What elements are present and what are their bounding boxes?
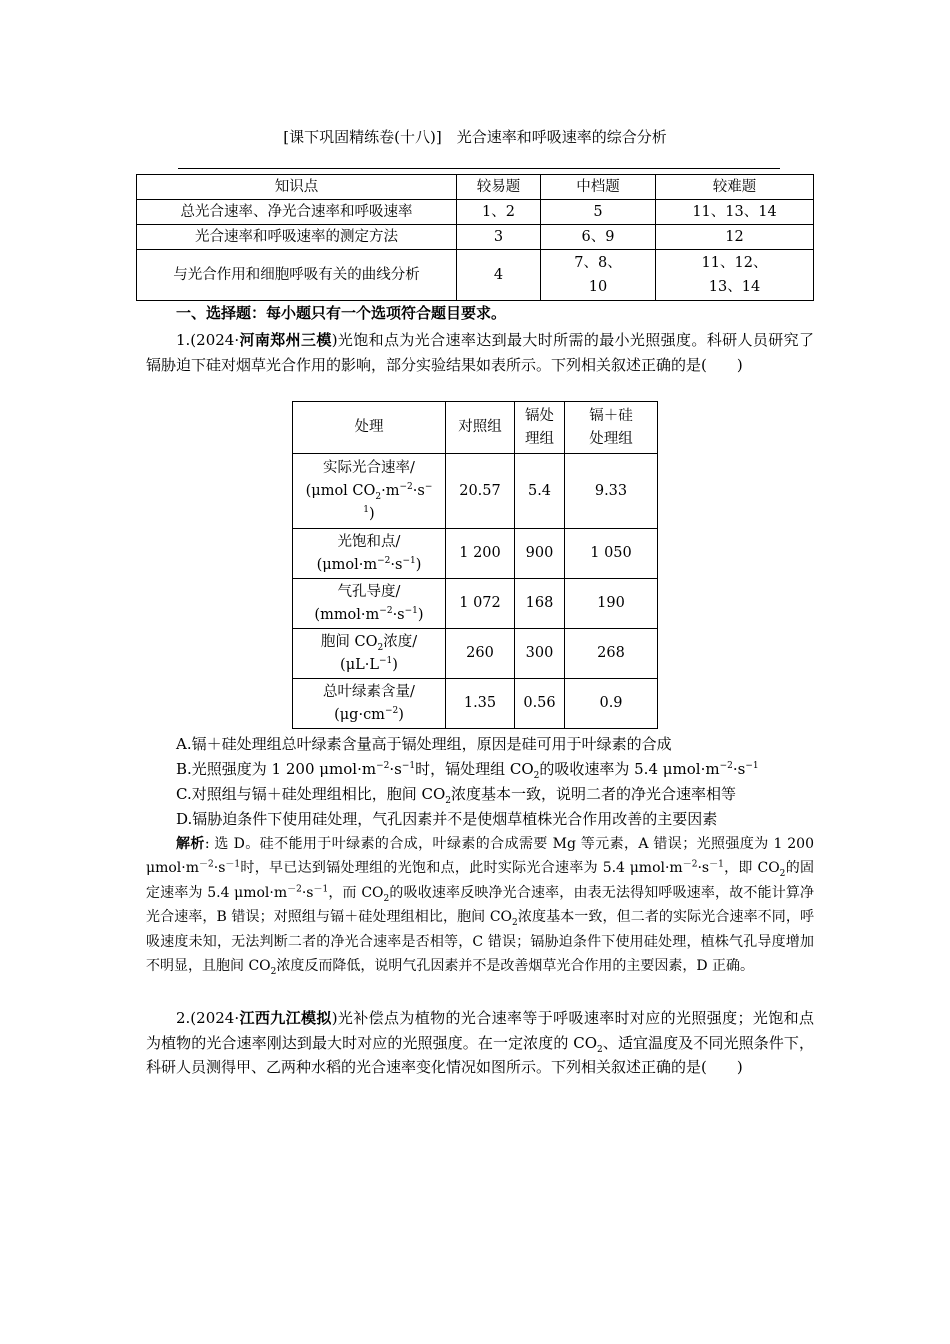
q1-source: 河南郑州三模 bbox=[239, 331, 332, 349]
table-cell bbox=[293, 579, 446, 629]
cell-line: (μg·cm bbox=[334, 706, 385, 723]
cell-line: 镉处 bbox=[525, 407, 554, 424]
superscript: −2 bbox=[384, 705, 399, 716]
table-cell: 1.35 bbox=[446, 679, 515, 729]
subscript: 2 bbox=[779, 869, 786, 880]
text-part: ·s bbox=[732, 760, 746, 778]
cell-line: 实际光合速率/ bbox=[323, 459, 415, 476]
table-row bbox=[293, 629, 658, 679]
table-cell: 168 bbox=[515, 579, 565, 629]
table-cell: 1 200 bbox=[446, 529, 515, 579]
subscript: 2 bbox=[270, 966, 277, 977]
text-part: 浓度反而降低，说明气孔因素并不是改善烟草光合作用的主要因素，D 正确。 bbox=[276, 958, 755, 975]
text-part: 的固定速率为 5.4 μmol·m bbox=[146, 860, 815, 901]
cell-line: 13、14 bbox=[708, 279, 761, 295]
superscript: －1 bbox=[225, 859, 241, 870]
cell-line: 气孔导度/ bbox=[337, 583, 401, 600]
cell-line: 7、8、 bbox=[574, 255, 622, 271]
text-part: C.对照组与镉＋硅处理组相比，胞间 CO bbox=[176, 785, 446, 803]
knowledge-table bbox=[136, 174, 814, 301]
question-2-stem bbox=[146, 1006, 814, 1080]
text-part: ，即 CO bbox=[723, 860, 780, 877]
text-part: 、适宜温度及不同光照条件下，科研人员测得甲、乙两种水稻的光合速率变化情况如图所示。下列相关叙述正确的是( ) bbox=[146, 1033, 814, 1076]
section-heading: 一、选择题：每小题只有一个选项符合题目要求。 bbox=[176, 304, 507, 322]
table-row bbox=[137, 225, 814, 250]
superscript: −2 bbox=[399, 481, 413, 492]
unit-part: 浓度/ bbox=[383, 633, 418, 650]
unit-part: ) bbox=[415, 556, 422, 573]
table-cell: 268 bbox=[565, 629, 658, 679]
subscript: 2 bbox=[375, 491, 382, 502]
answer-label: 解析 bbox=[176, 836, 205, 852]
table-cell bbox=[656, 250, 814, 301]
table-cell: 0.9 bbox=[565, 679, 658, 729]
unit-part: ) bbox=[417, 606, 424, 623]
text-part: ·s bbox=[213, 860, 226, 877]
table-cell: 3 bbox=[457, 225, 541, 250]
text-part: 浓度基本一致，说明二者的净光合速率相等 bbox=[451, 785, 737, 803]
experiment-table bbox=[292, 401, 658, 729]
superscript: －2 bbox=[682, 859, 698, 870]
text-part: 光补偿点为植物的光合速率等于呼吸速率时对应的光照强度；光饱和点为植物的光合速率刚达到最大时对应的光照强度。在一定浓度的 CO bbox=[146, 1009, 814, 1052]
answer-analysis bbox=[146, 832, 814, 978]
cell-line: (mmol·m bbox=[314, 606, 380, 623]
text-part: 的吸收速率为 5.4 μmol·m bbox=[539, 760, 720, 778]
option-c bbox=[176, 782, 816, 807]
header-cell: 较易题 bbox=[457, 175, 541, 200]
text-part: : 选 D。硅不能用于叶绿素的合成，叶绿素的合成需要 Mg 等元素，A 错误；光照强度为 1 200 μmol·m bbox=[146, 836, 814, 877]
superscript: －2 bbox=[287, 884, 302, 895]
table-cell: 1 072 bbox=[446, 579, 515, 629]
cell-line: 10 bbox=[588, 279, 608, 295]
superscript: －1 bbox=[313, 884, 329, 895]
subscript: 2 bbox=[512, 918, 518, 929]
table-header-row bbox=[293, 402, 658, 454]
table-cell: 260 bbox=[446, 629, 515, 679]
table-row bbox=[137, 200, 814, 225]
subscript: 2 bbox=[597, 1044, 603, 1055]
table-row bbox=[293, 579, 658, 629]
text-part: 浓度基本一致，但二者的实际光合速率不同，呼吸速度未知，无法判断二者的净光合速率是否相等，C 错误；镉胁迫条件下使用硅处理，植株气孔导度增加不明显，且胞间 CO bbox=[146, 909, 814, 975]
text-part: B.光照强度为 1 200 μmol·m bbox=[176, 760, 377, 778]
superscript: −1 bbox=[745, 761, 759, 771]
table-cell: 5 bbox=[541, 200, 656, 225]
table-row bbox=[137, 250, 814, 301]
subscript: 2 bbox=[533, 771, 540, 781]
table-row bbox=[293, 454, 658, 529]
header-cell: 较难题 bbox=[656, 175, 814, 200]
table-cell bbox=[293, 629, 446, 679]
unit-part: ) bbox=[369, 505, 375, 522]
header-cell: 对照组 bbox=[446, 402, 515, 454]
cell-line: 胞间 CO bbox=[320, 633, 378, 650]
superscript: －1 bbox=[709, 859, 724, 870]
table-header-row bbox=[137, 175, 814, 200]
table-cell bbox=[293, 529, 446, 579]
q2-source: 江西九江模拟 bbox=[239, 1009, 332, 1027]
subscript: 2 bbox=[383, 893, 390, 904]
superscript: −1 bbox=[401, 761, 416, 771]
q2-number: 2.(2024· bbox=[176, 1009, 240, 1027]
unit-part: ·s bbox=[392, 606, 405, 623]
table-cell bbox=[293, 679, 446, 729]
table-row bbox=[293, 679, 658, 729]
superscript: −2 bbox=[377, 555, 391, 566]
subscript: 2 bbox=[445, 796, 451, 806]
table-row bbox=[293, 529, 658, 579]
table-cell: 0.56 bbox=[515, 679, 565, 729]
text-part: 的吸收速率反映净光合速率，由表无法得知呼吸速率，故不能计算净光合速率，B 错误；对照组与镉＋硅处理组相比，胞间 CO bbox=[146, 884, 815, 926]
table-cell: 4 bbox=[457, 250, 541, 301]
table-cell: 1 050 bbox=[565, 529, 658, 579]
table-cell: 900 bbox=[515, 529, 565, 579]
header-cell bbox=[565, 402, 658, 454]
option-d: D.镉胁迫条件下使用硅处理，气孔因素并不是使烟草植株光合作用改善的主要因素 bbox=[176, 810, 718, 828]
superscript: 1 bbox=[363, 504, 370, 515]
text-part: ·s bbox=[697, 860, 710, 877]
table-cell: 与光合作用和细胞呼吸有关的曲线分析 bbox=[137, 250, 457, 301]
text-part: 时，早已达到镉处理组的光饱和点，此时实际光合速率为 5.4 μmol·m bbox=[240, 860, 683, 877]
q1-number: 1.(2024· bbox=[176, 331, 240, 349]
unit-part: ·m bbox=[381, 482, 400, 499]
superscript: −2 bbox=[376, 761, 390, 771]
superscript: −2 bbox=[719, 761, 733, 771]
q2-close: ) bbox=[331, 1009, 338, 1027]
table-cell: 11、13、14 bbox=[656, 200, 814, 225]
page-title: [课下巩固精练卷(十八)] 光合速率和呼吸速率的综合分析 bbox=[283, 128, 667, 146]
text-part: ，而 CO bbox=[328, 884, 384, 901]
q1-stem-text: 光饱和点为光合速率达到最大时所需的最小光照强度。科研人员研究了镉胁迫下硅对烟草光合作用的影响，部分实验结果如表所示。下列相关叙述正确的是( ) bbox=[146, 331, 814, 374]
superscript: −1 bbox=[379, 655, 393, 666]
unit-part: ) bbox=[392, 656, 398, 673]
option-a: A.镉＋硅处理组总叶绿素含量高于镉处理组，原因是硅可用于叶绿素的合成 bbox=[176, 735, 672, 753]
table-cell: 总光合速率、净光合速率和呼吸速率 bbox=[137, 200, 457, 225]
unit-part: ·s bbox=[390, 556, 403, 573]
superscript: －2 bbox=[199, 859, 214, 870]
title-rule bbox=[178, 168, 780, 169]
text-part: ·s bbox=[301, 884, 314, 901]
header-cell: 知识点 bbox=[137, 175, 457, 200]
header-cell: 处理 bbox=[293, 402, 446, 454]
unit-part: ) bbox=[398, 706, 404, 723]
cell-line: (μL·L bbox=[340, 656, 379, 673]
question-1-stem bbox=[146, 328, 814, 377]
subscript: 2 bbox=[377, 642, 384, 653]
superscript: − bbox=[424, 481, 433, 492]
text-part: ·s bbox=[389, 760, 402, 778]
header-cell: 中档题 bbox=[541, 175, 656, 200]
table-cell bbox=[293, 454, 446, 529]
cell-line: 处理组 bbox=[589, 430, 633, 447]
table-cell: 300 bbox=[515, 629, 565, 679]
table-cell: 5.4 bbox=[515, 454, 565, 529]
text-part: 时，镉处理组 CO bbox=[415, 760, 534, 778]
cell-line: (μmol·m bbox=[316, 556, 378, 573]
cell-line: 理组 bbox=[525, 430, 554, 447]
unit-part: ·s bbox=[412, 482, 425, 499]
header-cell bbox=[515, 402, 565, 454]
superscript: −2 bbox=[379, 605, 393, 616]
cell-line: (μmol CO bbox=[305, 482, 376, 499]
cell-line: 11、12、 bbox=[701, 255, 768, 271]
cell-line: 镉＋硅 bbox=[589, 407, 633, 424]
q1-close: ) bbox=[331, 331, 338, 349]
superscript: −1 bbox=[404, 605, 418, 616]
option-b bbox=[176, 757, 816, 782]
table-cell: 6、9 bbox=[541, 225, 656, 250]
table-cell: 光合速率和呼吸速率的测定方法 bbox=[137, 225, 457, 250]
table-cell: 20.57 bbox=[446, 454, 515, 529]
superscript: −1 bbox=[402, 555, 416, 566]
table-cell: 1、2 bbox=[457, 200, 541, 225]
table-cell: 190 bbox=[565, 579, 658, 629]
cell-line: 总叶绿素含量/ bbox=[323, 683, 415, 700]
table-cell: 12 bbox=[656, 225, 814, 250]
table-cell: 9.33 bbox=[565, 454, 658, 529]
table-cell bbox=[541, 250, 656, 301]
cell-line: 光饱和点/ bbox=[337, 533, 401, 550]
